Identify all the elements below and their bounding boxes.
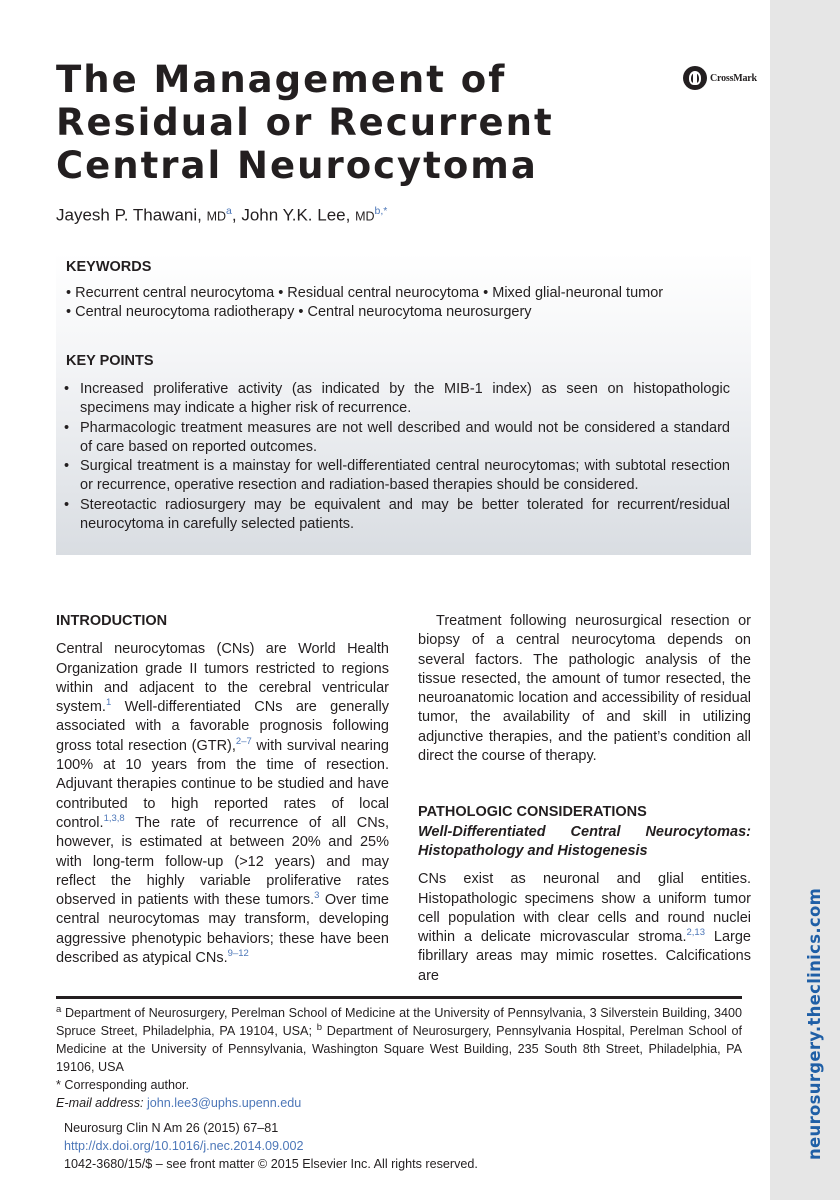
corresponding-author: * Corresponding author.: [56, 1078, 190, 1092]
keywords-heading: KEYWORDS: [66, 259, 152, 275]
journal-citation: Neurosurg Clin N Am 26 (2015) 67–81: [64, 1121, 279, 1135]
reference-link[interactable]: 9–12: [227, 948, 249, 960]
right-column: [418, 612, 751, 986]
copyright-line: 1042-3680/15/$ – see front matter © 2015 Elsevier Inc. All rights reserved.: [64, 1157, 478, 1171]
intro-paragraph: [56, 640, 389, 968]
author-affiliation-ref[interactable]: b,*: [374, 205, 388, 217]
title-line: The Management of: [56, 58, 507, 101]
reference-link[interactable]: 1,3,8: [103, 813, 125, 825]
histo-text: Large fibrillary areas may mimic rosettes. Calcifications are: [418, 929, 751, 984]
intro-text: with survival nearing 100% at 10 years from the time of resection. Adjuvant therapies continue to be studied and have contributed to high reported rates of local control.: [56, 737, 389, 831]
citation-block: [64, 1119, 478, 1173]
reference-link[interactable]: 2–7: [235, 735, 252, 747]
pathologic-considerations-heading: PATHOLOGIC CONSIDERATIONS: [418, 804, 647, 821]
email-link[interactable]: john.lee3@uphs.upenn.edu: [147, 1096, 302, 1110]
keywords-line: • Central neurocytoma radiotherapy • Central neurocytoma neurosurgery: [66, 304, 532, 320]
author-affiliation-ref[interactable]: a: [226, 205, 232, 217]
intro-text: Over time central neurocytomas may transform, developing aggressive phenotypic behaviors; these have been described as atypical CNs.: [56, 892, 389, 967]
intro-text: Central neurocytomas (CNs) are World Health Organization grade II tumors restricted to regions within and adjacent to the cerebral ventricular system.: [56, 641, 389, 716]
author-degree: MD: [355, 209, 375, 224]
affiliation-text: Department of Neurosurgery, Pennsylvania Hospital, Perelman School of Medicine at the University of Pennsylvania, Washington Square West Building, 235 South 8th Street, Philadelphia, PA 19106, USA: [56, 1024, 743, 1074]
intro-text: The rate of recurrence of all CNs, however, is estimated at between 20% and 25% with long-term follow-up (>12 years) and may reflect the highly variable proliferative rates observed in patients with these tumors.: [56, 814, 389, 909]
email-line: [56, 1094, 742, 1112]
key-point: • Increased proliferative activity (as indicated by the MIB-1 index) as seen on histopathologic specimens may indicate a higher risk of recurrence.: [64, 380, 730, 419]
crossmark-label: CrossMark: [710, 72, 757, 84]
key-point: • Surgical treatment is a mainstay for well-differentiated central neurocytomas; with subtotal resection or recurrence, operative resection and radiation-based therapies should be considered.: [64, 457, 730, 496]
footnote-divider: [56, 996, 742, 999]
treatment-paragraph: Treatment following neurosurgical resection or biopsy of a central neurocytoma depends on several factors. The pathologic analysis of the tissue resected, the amount of tumor resected, the neuroanatomic location and accessibility of residual tumor, the availability of and skill in utilizing adjunctive therapies, and the patient’s condition all direct the course of therapy.: [418, 613, 751, 765]
title-line: Central Neurocytoma: [56, 144, 538, 187]
keywords-line: • Recurrent central neurocytoma • Residual central neurocytoma • Mixed glial-neuronal tumor: [66, 285, 664, 301]
affiliation-marker: b: [316, 1021, 323, 1033]
key-points-heading: KEY POINTS: [66, 353, 154, 369]
email-label: E-mail address:: [56, 1096, 144, 1110]
intro-text: Well-differentiated CNs are generally associated with a favorable prognosis following gross total resection (GTR),: [56, 699, 389, 754]
left-column: [56, 612, 389, 968]
histo-text: CNs exist as neuronal and glial entities. Histopathologic specimens show a uniform tumor cell population with clear cells and round nuclei within a delicate microvascular stroma.: [418, 871, 751, 946]
author-list: [56, 205, 387, 226]
journal-url[interactable]: neurosurgery.theclinics.com: [805, 887, 824, 1160]
reference-link[interactable]: 1: [105, 697, 112, 709]
footnotes: [56, 1004, 742, 1112]
author-degree: MD: [206, 209, 227, 224]
reference-link[interactable]: 3: [314, 890, 320, 902]
affiliation-marker: a: [56, 1003, 62, 1015]
doi-link[interactable]: http://dx.doi.org/10.1016/j.nec.2014.09.002: [64, 1139, 304, 1153]
introduction-heading: INTRODUCTION: [56, 613, 168, 629]
histopathology-paragraph: [418, 870, 751, 986]
key-points-list: [64, 380, 730, 534]
crossmark-icon: [683, 66, 707, 90]
article-title: [56, 58, 636, 187]
crossmark-badge[interactable]: [683, 65, 757, 91]
author-name: Jayesh P. Thawani,: [56, 205, 207, 225]
reference-link[interactable]: 2,13: [686, 927, 705, 939]
title-line: Residual or Recurrent: [56, 101, 554, 144]
affiliations: [56, 1004, 742, 1076]
histopathology-subheading: Well-Differentiated Central Neurocytomas: Histopathology and Histogenesis: [418, 823, 751, 859]
key-point: • Stereotactic radiosurgery may be equivalent and may be better tolerated for recurrent/residual neurocytoma in carefully selected patients.: [64, 496, 730, 535]
affiliation-text: Department of Neurosurgery, Perelman School of Medicine at the University of Pennsylvania, 3 Silverstein Building, 3400 Spruce Street, Philadelphia, PA 19104, USA;: [56, 1006, 742, 1038]
key-point: • Pharmacologic treatment measures are not well described and would not be considered a standard of care based on reported outcomes.: [64, 419, 730, 458]
author-name: , John Y.K. Lee,: [231, 205, 356, 225]
